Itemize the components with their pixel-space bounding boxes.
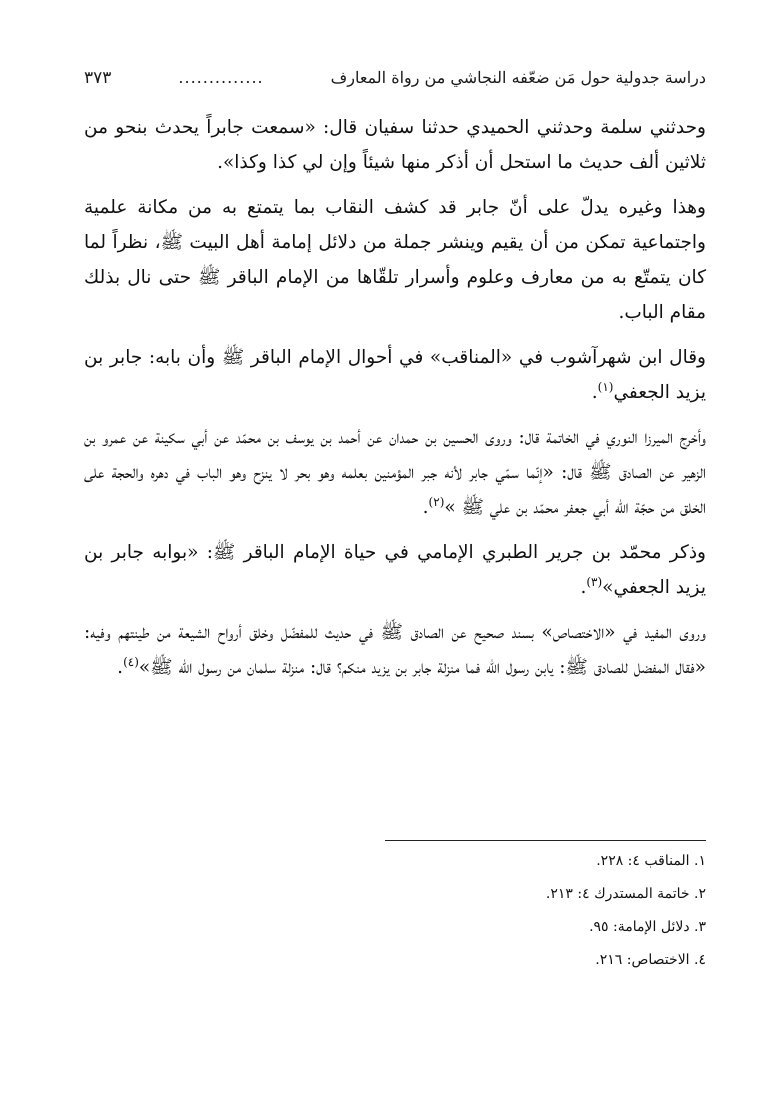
footnote-ref[interactable]: (١) [597,379,614,394]
footnote-ref[interactable]: (٢) [428,494,445,509]
footnote-ref[interactable]: (٣) [586,574,603,589]
body-text [84,110,706,695]
paragraph: وروى المفيد في «الاختصاص» بسند صحيح عن الصادق ﷺ في حديث للمفضّل وخلق أرواح الشيعة من طينتهم وفيه: «فقال المفضل للصادق ﷺ: يابن رسول الله فما منزلة جابر بن يزيد منكم؟ قال: منزلة سلمان من رسول الله ﷺ»$^{(٤)}$. [84,622,706,678]
paragraph: وهذا وغيره يدلّ على أنّ جابر قد كشف النقاب بما يتمتع به من مكانة علمية واجتماعية تمكن من أن يقيم وينشر جملة من دلائل إمامة أهل البيت ﷺ، نظراً لما كان يتمتّع به من معارف وعلوم وأسرار تلقّاها من الإمام الباقر ﷺ حتى نال بذلك مقام الباب. [84,197,706,323]
footnote-ref[interactable]: (٤) [123,654,139,669]
footnote: ٤. الاختصاص: ٢١٦. [595,952,706,968]
footnote: ١. المناقب ٤: ٢٢٨. [596,853,706,869]
footnotes [84,852,706,984]
paragraph: وأخرج الميرزا النوري في الخاتمة قال: وروى الحسين بن حمدان عن أحمد بن يوسف بن محمّد عن أبي سكينة عن عمرو بن الزهير عن الصادق ﷺ قال: «إنّما سمّي جابر لأنه جبر المؤمنين بعلمه وهو بحر لا ينزح وهو الباب في دهره والحجة على الخلق من حجّة الله أبي جعفر محمّد بن علي ﷺ »$^{(٢)}$. [84,427,706,518]
paragraph: وحدثني سلمة وحدثني الحميدي حدثنا سفيان قال: «سمعت جابراً يحدث بنحو من ثلاثين ألف حديث ما استحل أن أذكر منها شيئاً وإن لي كذا وكذا». [84,117,706,173]
paragraph: وقال ابن شهرآشوب في «المناقب» في أحوال الإمام الباقر ﷺ وأن بابه: جابر بن يزيد الجعفي$^{(١)}$. [84,347,706,403]
footnote: ٣. دلائل الإمامة: ٩٥. [589,919,706,935]
paragraph: وذكر محمّد بن جرير الطبري الإمامي في حياة الإمام الباقر ﷺ: «بوابه جابر بن يزيد الجعفي»$^{(٣)}$. [84,542,706,598]
footnote-divider [385,840,706,841]
page-number: ٣٧٣ [84,68,112,88]
header-leader-dots: .............. [178,68,264,87]
footnote: ٢. خاتمة المستدرك ٤: ٢١٣. [545,886,706,902]
header-title: دراسة جدولية حول مَن ضعّفه النجاشي من رواة المعارف [330,68,706,87]
running-header [84,62,706,94]
